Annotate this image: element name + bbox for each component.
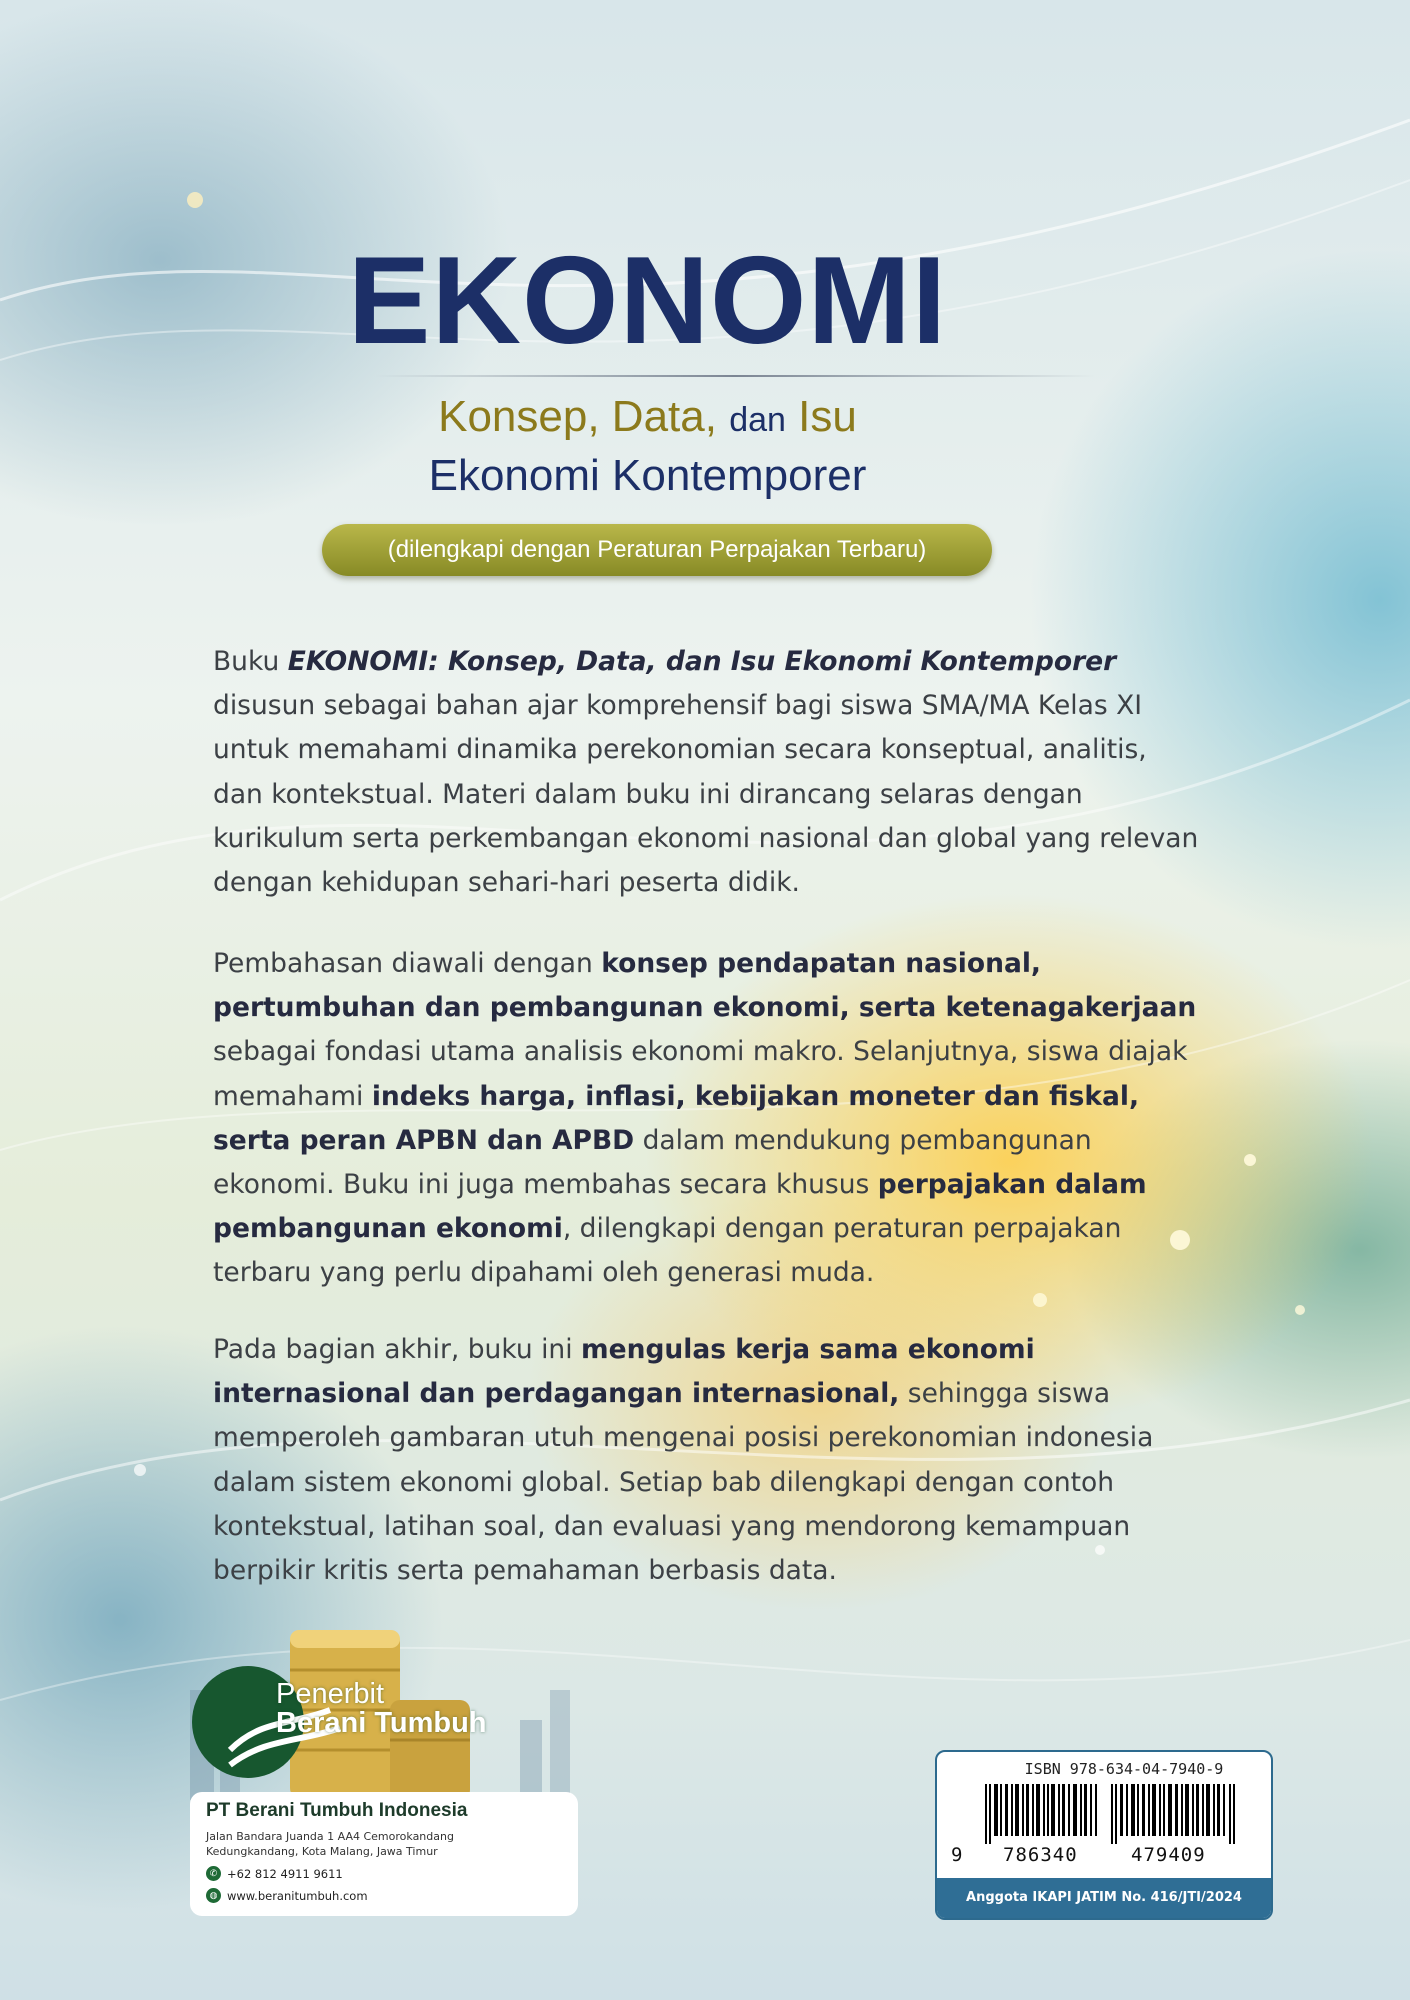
publisher-logo-line2: Berani Tumbuh: [276, 1707, 487, 1739]
publisher-company: PT Berani Tumbuh Indonesia: [206, 1800, 468, 1821]
description-paragraph-1: [213, 640, 1203, 905]
publisher-website: [206, 1888, 368, 1903]
publisher-logo-line1: Penerbit: [276, 1678, 385, 1710]
description-paragraph-2: [213, 942, 1203, 1296]
publisher-phone: [206, 1866, 343, 1881]
p2-text-3: dalam mendukung pembangunan ekonomi. Buku ini juga membahas secara khusus: [213, 1124, 1092, 1201]
barcode-digits-left: 786340: [1003, 1844, 1078, 1866]
p3-text-1: Pada bagian akhir, buku ini: [213, 1334, 582, 1365]
publisher-address-line1: Jalan Bandara Juanda 1 AA4 Cemorokandang: [206, 1830, 454, 1843]
p3-bold-1: mengulas kerja sama ekonomi internasional dan perdagangan internasional,: [213, 1334, 1035, 1410]
p2-bold-3: perpajakan dalam pembangunan ekonomi: [213, 1169, 1147, 1245]
p1-text: disusun sebagai bahan ajar komprehensif bagi siswa SMA/MA Kelas XI untuk memahami dinamika perekonomian secara konseptual, analitis, dan kontekstual. Materi dalam buku ini dirancang selaras dengan kurikulum serta perkembangan ekonomi nasional dan global yang relevan dengan kehidupan sehari-hari peserta didik.: [213, 690, 1199, 899]
subtitle-badge-text: (dilengkapi dengan Peraturan Perpajakan Terbaru): [387, 536, 927, 563]
subtitle-part2: Isu: [798, 392, 857, 441]
subtitle-badge: [322, 524, 992, 576]
publisher-address-card: [190, 1792, 578, 1916]
subtitle-dan: dan: [729, 401, 786, 439]
p2-bold-1: konsep pendapatan nasional, pertumbuhan dan pembangunan ekonomi, serta ketenagakerjaan: [213, 948, 1197, 1024]
whatsapp-icon: ✆: [206, 1866, 221, 1881]
subtitle-line1: [0, 392, 1295, 442]
description-paragraph-3: [213, 1328, 1203, 1593]
publisher-address-line2: Kedungkandang, Kota Malang, Jawa Timur: [206, 1845, 438, 1858]
p1-prefix: Buku: [213, 646, 288, 677]
p2-bold-2: indeks harga, inflasi, kebijakan moneter dan fiskal, serta peran APBN dan APBD: [213, 1080, 1140, 1156]
p2-text-1: Pembahasan diawali dengan: [213, 948, 602, 979]
p2-text-4: , dilengkapi dengan peraturan perpajakan terbaru yang perlu dipahami oleh generasi muda.: [213, 1213, 1122, 1289]
title-divider: [375, 375, 1095, 377]
isbn-barcode: [985, 1784, 1245, 1844]
p2-text-2: sebagai fondasi utama analisis ekonomi makro. Selanjutnya, siswa diajak memahami: [213, 1036, 1188, 1112]
isbn-label: ISBN 978-634-04-7940-9: [1024, 1760, 1224, 1778]
barcode-digit-first: 9: [951, 1844, 963, 1866]
globe-icon: ◍: [206, 1888, 221, 1903]
isbn-card: [935, 1750, 1273, 1920]
p3-text-2: sehingga siswa memperoleh gambaran utuh mengenai posisi perekonomian indonesia dalam sistem ekonomi global. Setiap bab dilengkapi dengan contoh kontekstual, latihan soal, dan evaluasi yang mendorong kemampuan berpikir kritis serta pemahaman berbasis data.: [213, 1378, 1154, 1587]
subtitle-line2: Ekonomi Kontemporer: [428, 451, 867, 500]
barcode-digits-right: 479409: [1131, 1844, 1206, 1866]
p1-book-title: EKONOMI: Konsep, Data, dan Isu Ekonomi Kontemporer: [287, 646, 1117, 677]
publisher-website-text: www.beranitumbuh.com: [227, 1888, 368, 1903]
book-title: EKONOMI: [347, 232, 948, 370]
publisher-phone-text: +62 812 4911 9611: [227, 1866, 343, 1881]
ikapi-membership: Anggota IKAPI JATIM No. 416/JTI/2024: [937, 1878, 1271, 1918]
subtitle-part1: Konsep, Data,: [438, 392, 717, 441]
